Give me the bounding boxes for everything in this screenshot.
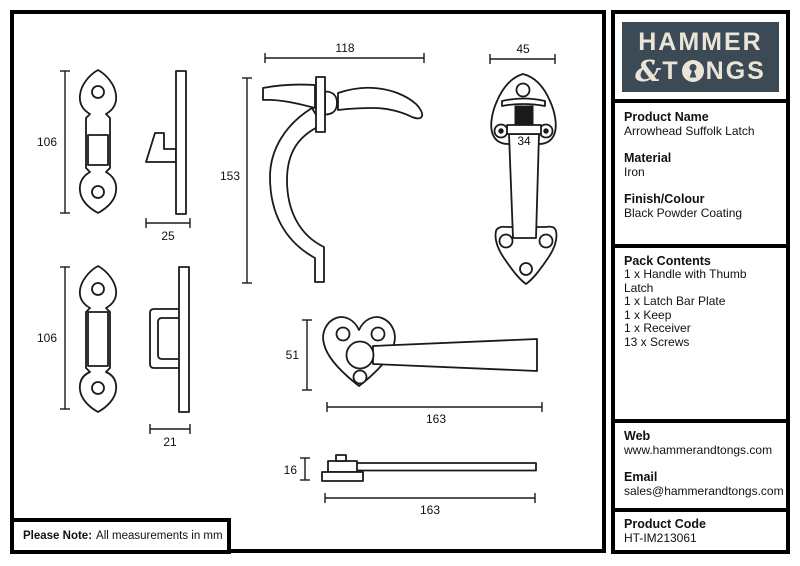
web-value: www.hammerandtongs.com xyxy=(624,443,773,457)
dim-backplate-width: 45 xyxy=(516,42,530,56)
handle-side-view xyxy=(263,77,422,282)
pack-item: 1 x Keep xyxy=(624,307,672,322)
note-label: Please Note: xyxy=(23,530,93,542)
dim-handle-height: 153 xyxy=(219,169,240,183)
product-name-field xyxy=(624,110,777,138)
pack-item: 1 x Receiver xyxy=(624,321,691,335)
contact-box xyxy=(611,419,790,512)
email-value: sales@hammerandtongs.com xyxy=(624,484,784,498)
handle-front-view xyxy=(491,74,556,284)
latch-plate-front-view xyxy=(323,317,537,386)
finish-label: Finish/Colour xyxy=(624,192,705,206)
email-field xyxy=(624,470,784,498)
pack-contents-box xyxy=(611,244,790,423)
dim-latch-plate-height: 51 xyxy=(285,348,299,362)
material-value: Iron xyxy=(624,165,645,179)
dim-keep-depth: 25 xyxy=(161,229,175,243)
dim-handle-width: 118 xyxy=(335,41,355,55)
product-code-label: Product Code xyxy=(624,517,706,531)
latch-bar-side-view xyxy=(322,455,536,481)
pack-contents-label: Pack Contents xyxy=(624,254,711,268)
note-text xyxy=(23,530,223,542)
product-info-box xyxy=(611,99,790,248)
finish-field xyxy=(624,192,777,220)
brand-name-line2 xyxy=(635,53,766,88)
note-value: All measurements in mm xyxy=(96,530,223,542)
brand-name-line1: HAMMER xyxy=(638,27,763,56)
measurements-note xyxy=(10,518,231,554)
material-label: Material xyxy=(624,151,672,165)
web-field xyxy=(624,429,777,457)
receiver-front-view xyxy=(80,266,116,412)
keep-side-view xyxy=(146,71,186,214)
finish-value: Black Powder Coating xyxy=(624,206,743,220)
web-label: Web xyxy=(624,429,651,443)
receiver-side-view xyxy=(150,267,189,412)
brand-logo xyxy=(622,22,779,92)
product-code-box xyxy=(611,508,790,554)
tongs-suffix: NGS xyxy=(705,56,766,85)
keyhole-icon xyxy=(681,59,705,83)
dim-latch-bar-height: 16 xyxy=(283,463,297,477)
ampersand: & xyxy=(635,53,662,88)
dim-receiver-depth: 21 xyxy=(163,435,177,449)
dim-keep-height: 106 xyxy=(36,135,57,149)
dim-latch-bar-length: 163 xyxy=(419,503,441,517)
dim-receiver-height: 106 xyxy=(36,331,57,345)
pack-item: 13 x Screws xyxy=(624,334,690,349)
email-label: Email xyxy=(624,470,658,484)
tongs-prefix: T xyxy=(662,56,680,85)
product-name-label: Product Name xyxy=(624,110,709,124)
pack-item: 1 x Handle with Thumb Latch xyxy=(624,267,747,295)
pack-item: 1 x Latch Bar Plate xyxy=(624,294,726,308)
product-code-value: HT-IM213061 xyxy=(624,531,697,545)
dimension-lines xyxy=(37,41,555,517)
dim-latch-plate-length: 163 xyxy=(425,412,447,426)
keep-front-view xyxy=(80,70,116,213)
dim-grip-width: 34 xyxy=(517,134,531,148)
brand-logo-box xyxy=(611,10,790,103)
technical-drawing-svg xyxy=(14,14,602,549)
product-name-value: Arrowhead Suffolk Latch xyxy=(624,124,755,138)
material-field xyxy=(624,151,777,179)
